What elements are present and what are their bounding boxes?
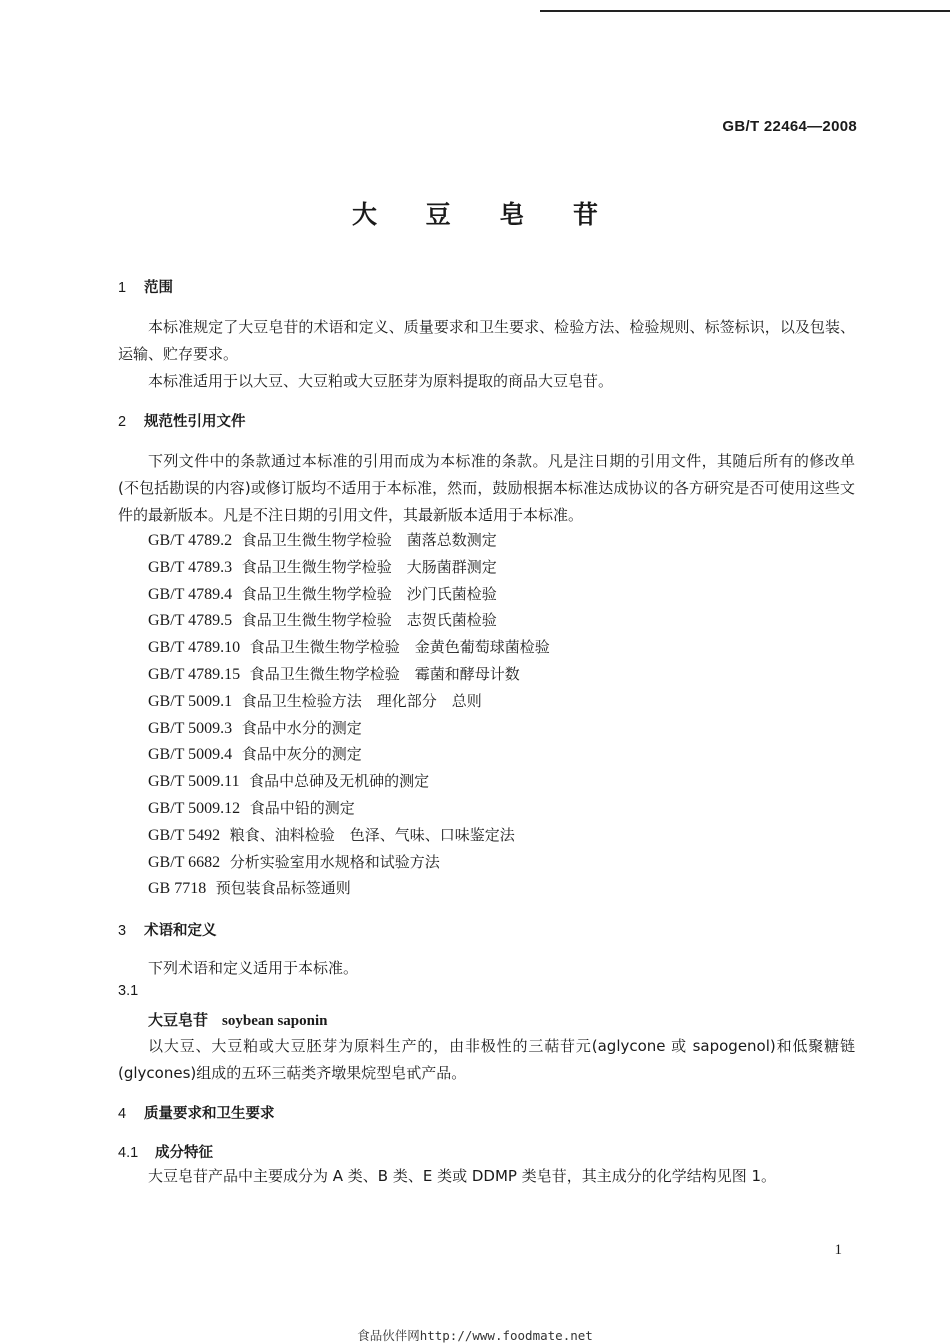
section-title: 规范性引用文件: [144, 414, 246, 430]
term-entry: [148, 1009, 327, 1030]
document-title: 大 豆 皂 苷: [351, 200, 619, 229]
reference-code: GB/T 4789.2: [148, 532, 233, 549]
reference-title: 食品卫生检验方法 理化部分 总则: [241, 691, 482, 710]
section-title: 质量要求和卫生要求: [144, 1106, 275, 1122]
reference-item: [148, 797, 355, 818]
standard-number: GB/T 22464—2008: [722, 118, 857, 135]
reference-code: GB/T 5492: [148, 826, 221, 844]
section-1-paragraph-2: 本标准适用于以大豆、大豆粕或大豆胚芽为原料提取的商品大豆皂苷。: [148, 372, 614, 390]
section-2-paragraph-1: 下列文件中的条款通过本标准的引用而成为本标准的条款。凡是注日期的引用文件，其随后所有的修改单(不包括勘误的内容)或修订版均不适用于本标准，然而，鼓励根据本标准达成协议的各方研究是否可使用这些文件的最新版本。凡是不注日期的引用文件，其最新版本适用于本标准。: [118, 452, 855, 524]
section-2-heading: [118, 410, 246, 431]
section-1-paragraph-1: 本标准规定了大豆皂苷的术语和定义、质量要求和卫生要求、检验方法、检验规则、标签标识，以及包装、运输、贮存要求。: [118, 318, 855, 363]
section-3-paragraph-1: 下列术语和定义适用于本标准。: [148, 959, 359, 977]
reference-item: [148, 851, 440, 872]
term-definition: 以大豆、大豆粕或大豆胚芽为原料生产的，由非极性的三萜苷元(aglycone 或 sapogenol)和低聚糖链(glycones)组成的五环三萜类齐墩果烷型皂甙产品。: [118, 1037, 855, 1082]
reference-title: 分析实验室用水规格和试验方法: [229, 852, 440, 871]
reference-code: GB/T 5009.3: [148, 719, 233, 737]
reference-title: 食品卫生微生物学检验 菌落总数测定: [241, 531, 497, 549]
reference-code: GB/T 6682: [148, 853, 221, 871]
term-chinese: 大豆皂苷: [148, 1011, 209, 1029]
section-4-heading: [118, 1102, 275, 1123]
reference-title: 预包装食品标签通则: [215, 879, 351, 898]
reference-title: 食品卫生微生物学检验 大肠菌群测定: [241, 557, 497, 576]
reference-code: GB 7718: [148, 880, 207, 898]
reference-item: [148, 636, 550, 657]
subsection-title: 成分特征: [155, 1145, 213, 1161]
reference-code: GB/T 4789.5: [148, 612, 233, 630]
reference-code: GB/T 4789.3: [148, 558, 233, 576]
reference-code: GB/T 5009.4: [148, 746, 233, 764]
reference-title: 食品中总砷及无机砷的测定: [249, 772, 430, 791]
reference-item: [148, 556, 497, 577]
section-1-heading: [118, 276, 173, 297]
section-number: 2: [118, 414, 127, 430]
reference-title: 食品卫生微生物学检验 沙门氏菌检验: [241, 584, 497, 603]
top-rule: [540, 10, 950, 12]
reference-item: [148, 690, 482, 711]
section-number: 1: [118, 280, 127, 296]
reference-title: 粮食、油料检验 色泽、气味、口味鉴定法: [229, 825, 515, 844]
reference-title: 食品中水分的测定: [241, 718, 362, 737]
reference-item: [148, 609, 497, 630]
page-number: 1: [834, 1242, 842, 1258]
reference-code: GB/T 5009.12: [148, 800, 241, 817]
reference-item: [148, 770, 429, 791]
reference-title: 食品卫生微生物学检验 金黄色葡萄球菌检验: [249, 638, 550, 657]
subsection-4-1-heading: [118, 1141, 213, 1162]
term-english: soybean saponin: [222, 1013, 328, 1029]
reference-code: GB/T 4789.15: [148, 666, 241, 683]
reference-item: [148, 663, 520, 684]
reference-item: [148, 877, 351, 898]
reference-item: [148, 529, 497, 550]
reference-item: [148, 743, 362, 764]
subsection-number: 4.1: [118, 1145, 139, 1161]
reference-item: [148, 717, 362, 738]
reference-code: GB/T 5009.11: [148, 773, 240, 791]
reference-item: [148, 824, 515, 845]
subsection-3-1-number: 3.1: [118, 983, 139, 999]
section-title: 术语和定义: [144, 923, 217, 939]
section-title: 范围: [144, 280, 173, 296]
reference-title: 食品中铅的测定: [249, 799, 355, 817]
section-number: 4: [118, 1106, 127, 1122]
reference-code: GB/T 5009.1: [148, 692, 233, 710]
reference-item: [148, 583, 497, 604]
section-4-1-paragraph: 大豆皂苷产品中主要成分为 A 类、B 类、E 类或 DDMP 类皂苷，其主成分的化学结构见图 1。: [148, 1167, 777, 1185]
section-3-heading: [118, 919, 217, 940]
reference-title: 食品卫生微生物学检验 志贺氏菌检验: [241, 611, 497, 630]
reference-title: 食品中灰分的测定: [241, 745, 362, 764]
footer-watermark: 食品伙伴网http://www.foodmate.net: [357, 1328, 593, 1343]
reference-code: GB/T 4789.4: [148, 585, 233, 603]
reference-title: 食品卫生微生物学检验 霉菌和酵母计数: [249, 665, 520, 683]
reference-code: GB/T 4789.10: [148, 639, 241, 657]
section-number: 3: [118, 923, 127, 939]
